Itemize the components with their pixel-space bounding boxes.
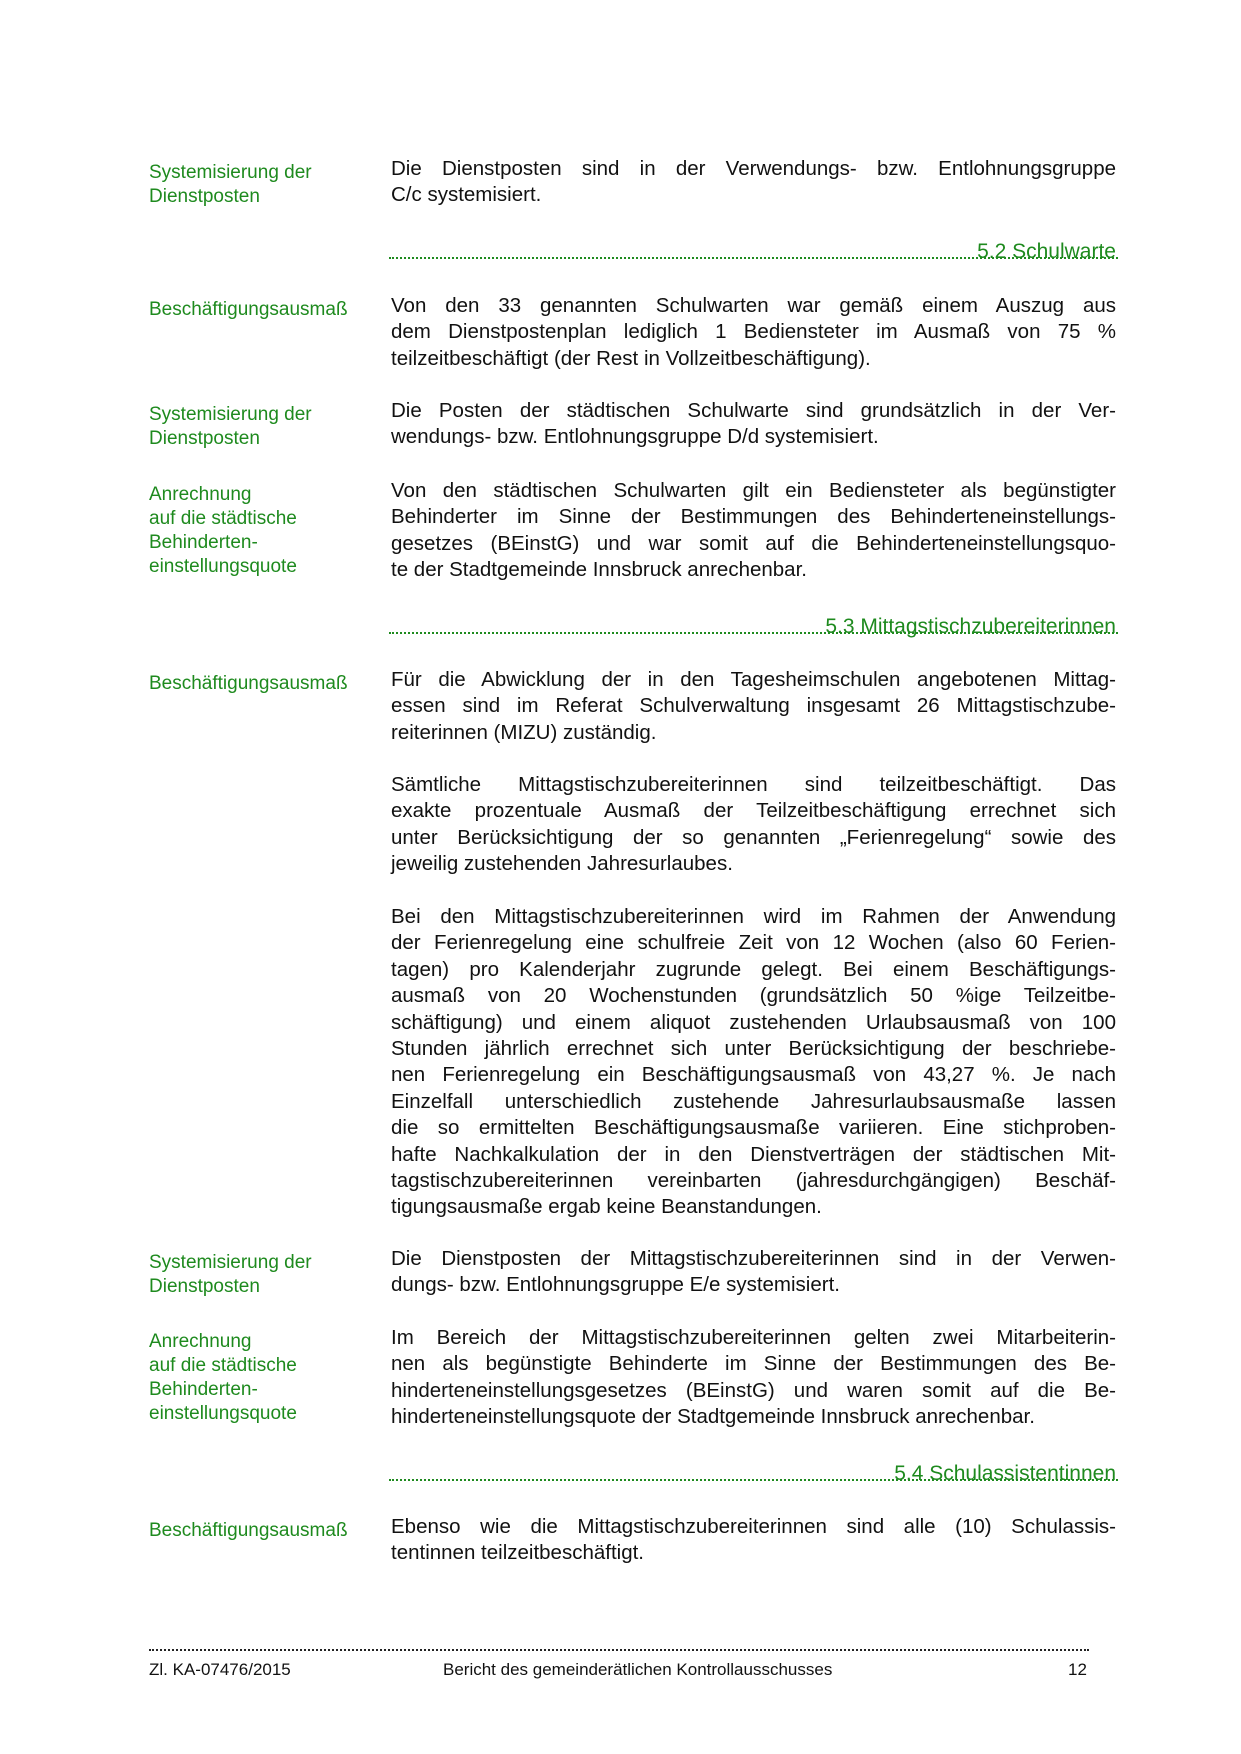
margin-label-line: Anrechnung bbox=[149, 484, 252, 505]
paragraph-line: gesetzes (BEinstG) und war somit auf die Behinderteneinstellungsquo- bbox=[391, 531, 1116, 555]
paragraph-line: Die Dienstposten sind in der Verwendungs- bzw. Entlohnungsgruppe bbox=[391, 157, 1116, 180]
margin-label-line: auf die städtische bbox=[149, 508, 297, 529]
paragraph-line: hinderteneinstellungsquote der Stadtgemeinde Innsbruck anrechenbar. bbox=[391, 1405, 1035, 1429]
paragraph-line: hinderteneinstellungsgesetzes (BEinstG) und waren somit auf die Be- bbox=[391, 1378, 1116, 1402]
paragraph-line: exakte prozentuale Ausmaß der Teilzeitbeschäftigung errechnet sich bbox=[391, 799, 1116, 823]
paragraph-line: hafte Nachkalkulation der in den Dienstverträgen der städtischen Mit- bbox=[391, 1142, 1116, 1166]
body-paragraph bbox=[391, 398, 1116, 451]
paragraph-line: wendungs- bzw. Entlohnungsgruppe D/d systemisiert. bbox=[391, 425, 879, 449]
footer-page-number: 12 bbox=[1068, 1660, 1087, 1679]
margin-label-line: Dienstposten bbox=[149, 428, 260, 449]
body-paragraph bbox=[391, 904, 1116, 1221]
body-paragraph bbox=[391, 156, 1116, 209]
paragraph-line: Die Dienstposten der Mittagstischzubereiterinnen sind in der Verwen- bbox=[391, 1247, 1116, 1270]
paragraph-line: nen Ferienregelung ein Beschäftigungsausmaß von 43,27 %. Je nach bbox=[391, 1063, 1116, 1087]
paragraph-line: dem Dienstpostenplan lediglich 1 Bediensteter im Ausmaß von 75 % bbox=[391, 320, 1116, 344]
body-paragraph bbox=[391, 1246, 1116, 1299]
section-heading: 5.2 Schulwarte bbox=[977, 240, 1116, 263]
paragraph-line: Im Bereich der Mittagstischzubereiterinnen gelten zwei Mitarbeiterin- bbox=[391, 1326, 1116, 1349]
section-divider bbox=[389, 1479, 1118, 1481]
margin-label-line: Behinderten- bbox=[149, 1379, 258, 1400]
paragraph-line: nen als begünstigte Behinderte im Sinne der Bestimmungen des Be- bbox=[391, 1352, 1116, 1376]
margin-label-line: auf die städtische bbox=[149, 1355, 297, 1376]
paragraph-line: te der Stadtgemeinde Innsbruck anrechenbar. bbox=[391, 558, 807, 582]
footer-divider bbox=[149, 1649, 1089, 1651]
paragraph-line: der Ferienregelung eine schulfreie Zeit von 12 Wochen (also 60 Ferien- bbox=[391, 931, 1116, 955]
margin-label-line: Behinderten- bbox=[149, 532, 258, 553]
margin-label bbox=[149, 161, 379, 209]
section-heading: 5.3 Mittagstischzubereiterinnen bbox=[825, 615, 1116, 638]
margin-label bbox=[149, 298, 379, 322]
section-divider bbox=[389, 257, 1118, 259]
paragraph-line: tigungsausmaße ergab keine Beanstandungen. bbox=[391, 1195, 822, 1219]
paragraph-line: reiterinnen (MIZU) zuständig. bbox=[391, 720, 657, 744]
margin-label-line: Systemisierung der bbox=[149, 1252, 312, 1273]
paragraph-line: tentinnen teilzeitbeschäftigt. bbox=[391, 1541, 644, 1565]
section-divider bbox=[389, 632, 1118, 634]
paragraph-line: ausmaß von 20 Wochenstunden (grundsätzlich 50 %ige Teilzeitbe- bbox=[391, 984, 1116, 1008]
margin-label-line: Beschäftigungsausmaß bbox=[149, 673, 348, 694]
body-paragraph bbox=[391, 293, 1116, 372]
body-paragraph bbox=[391, 478, 1116, 584]
paragraph-line: teilzeitbeschäftigt (der Rest in Vollzeitbeschäftigung). bbox=[391, 346, 871, 370]
paragraph-line: Von den 33 genannten Schulwarten war gemäß einem Auszug aus bbox=[391, 294, 1116, 317]
margin-label bbox=[149, 1251, 379, 1299]
paragraph-line: Sämtliche Mittagstischzubereiterinnen sind teilzeitbeschäftigt. Das bbox=[391, 773, 1116, 796]
paragraph-line: schäftigung) und einem aliquot zustehenden Urlaubsausmaß von 100 bbox=[391, 1010, 1116, 1034]
margin-label bbox=[149, 403, 379, 451]
body-paragraph bbox=[391, 1514, 1116, 1567]
footer-reference: Zl. KA-07476/2015 bbox=[149, 1660, 291, 1679]
margin-label-line: Beschäftigungsausmaß bbox=[149, 299, 348, 320]
paragraph-line: Die Posten der städtischen Schulwarte sind grundsätzlich in der Ver- bbox=[391, 399, 1116, 422]
paragraph-line: Bei den Mittagstischzubereiterinnen wird im Rahmen der Anwendung bbox=[391, 905, 1116, 928]
body-paragraph bbox=[391, 667, 1116, 746]
margin-label bbox=[149, 1519, 379, 1543]
paragraph-line: C/c systemisiert. bbox=[391, 183, 542, 207]
margin-label-line: einstellungsquote bbox=[149, 556, 297, 577]
body-paragraph bbox=[391, 1325, 1116, 1431]
paragraph-line: die so ermittelten Beschäftigungsausmaße variieren. Eine stichproben- bbox=[391, 1116, 1116, 1140]
paragraph-line: Stunden jährlich errechnet sich unter Berücksichtigung der beschriebe- bbox=[391, 1037, 1116, 1061]
margin-label-line: Systemisierung der bbox=[149, 162, 312, 183]
paragraph-line: Ebenso wie die Mittagstischzubereiterinnen sind alle (10) Schulassis- bbox=[391, 1515, 1116, 1538]
paragraph-line: dungs- bzw. Entlohnungsgruppe E/e systemisiert. bbox=[391, 1273, 840, 1297]
footer-title: Bericht des gemeinderätlichen Kontrollausschusses bbox=[443, 1660, 833, 1679]
paragraph-line: Von den städtischen Schulwarten gilt ein Bediensteter als begünstigter bbox=[391, 479, 1116, 502]
margin-label bbox=[149, 483, 379, 579]
section-heading: 5.4 Schulassistentinnen bbox=[894, 1462, 1116, 1485]
body-paragraph bbox=[391, 772, 1116, 878]
paragraph-line: Einzelfall unterschiedlich zustehende Jahresurlaubsausmaße lassen bbox=[391, 1089, 1116, 1113]
paragraph-line: jeweilig zustehenden Jahresurlaubes. bbox=[391, 852, 733, 876]
margin-label-line: Dienstposten bbox=[149, 186, 260, 207]
margin-label-line: einstellungsquote bbox=[149, 1403, 297, 1424]
margin-label-line: Dienstposten bbox=[149, 1276, 260, 1297]
paragraph-line: Behinderter im Sinne der Bestimmungen des Behinderteneinstellungs- bbox=[391, 505, 1116, 529]
margin-label-line: Beschäftigungsausmaß bbox=[149, 1520, 348, 1541]
paragraph-line: Für die Abwicklung der in den Tagesheimschulen angebotenen Mittag- bbox=[391, 668, 1116, 691]
margin-label-line: Anrechnung bbox=[149, 1331, 252, 1352]
margin-label bbox=[149, 1330, 379, 1426]
margin-label-line: Systemisierung der bbox=[149, 404, 312, 425]
paragraph-line: essen sind im Referat Schulverwaltung insgesamt 26 Mittagstischzube- bbox=[391, 694, 1116, 718]
paragraph-line: unter Berücksichtigung der so genannten „Ferienregelung“ sowie des bbox=[391, 825, 1116, 849]
paragraph-line: tagen) pro Kalenderjahr zugrunde gelegt. Bei einem Beschäftigungs- bbox=[391, 957, 1116, 981]
paragraph-line: tagstischzubereiterinnen vereinbarten (jahresdurchgängigen) Beschäf- bbox=[391, 1169, 1116, 1193]
margin-label bbox=[149, 672, 379, 696]
